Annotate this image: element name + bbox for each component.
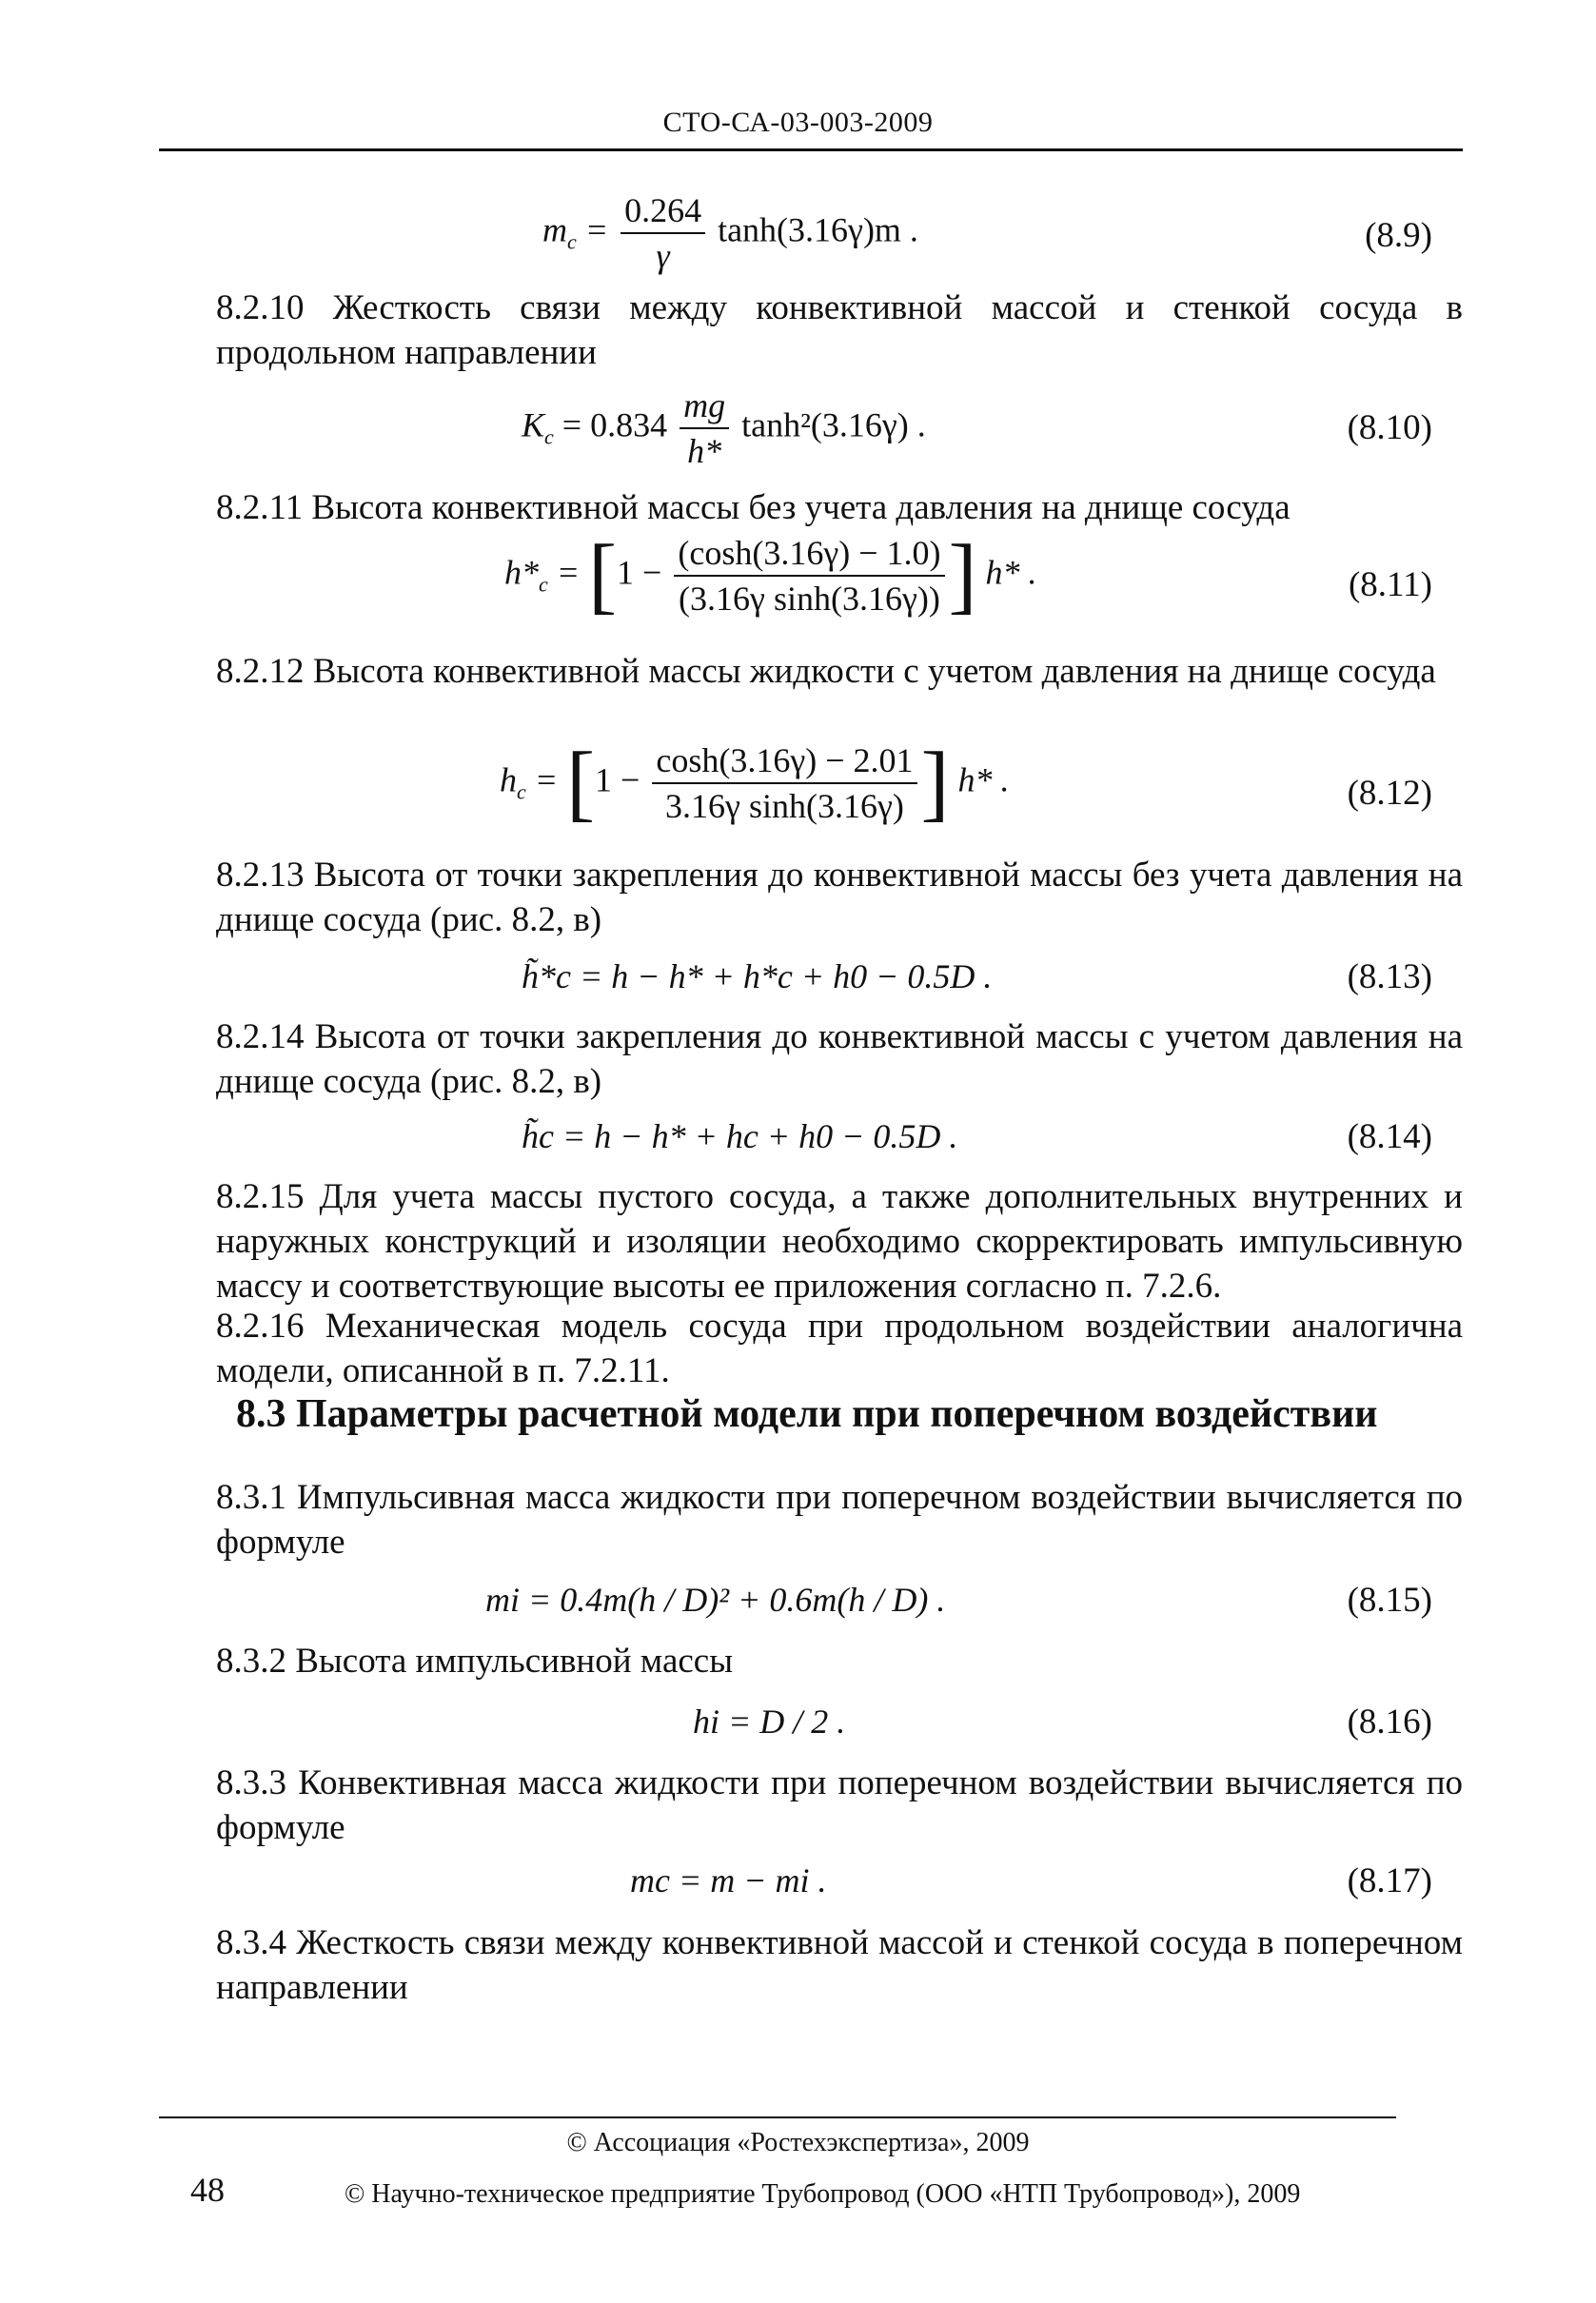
fraction-numerator: cosh(3.16γ) − 2.01 xyxy=(652,740,916,784)
paragraph-8-3-4 xyxy=(159,1920,1463,2010)
fraction-numerator: 0.264 xyxy=(621,190,705,234)
paragraph-8-2-12 xyxy=(159,649,1463,694)
paragraph-8-2-14 xyxy=(159,1014,1463,1104)
fraction-denominator: (3.16γ sinh(3.16γ)) xyxy=(679,580,940,618)
formula-subscript: c xyxy=(544,424,554,449)
equation-number-8-14: (8.14) xyxy=(1347,1117,1432,1156)
paragraph-text: 8.2.15 Для учета массы пустого сосуда, а также дополнительных внутренних и наружных конструкций и изоляции необходимо скорректировать импульсивную массу и соответствующие высоты ее приложения согласно п. 7.2.6. xyxy=(216,1177,1463,1306)
fraction xyxy=(652,740,916,826)
document-code-header: СТО-СА-03-003-2009 xyxy=(662,107,934,138)
fraction xyxy=(674,533,944,619)
fraction-denominator: h* xyxy=(687,432,722,470)
paragraph-8-2-13 xyxy=(159,853,1463,942)
paragraph-8-2-10 xyxy=(159,285,1463,375)
paragraph-8-3-1 xyxy=(159,1475,1463,1565)
right-bracket: ] xyxy=(948,528,977,622)
equation-number-8-10: (8.10) xyxy=(1347,408,1432,447)
paragraph-text: 8.3.2 Высота импульсивной массы xyxy=(216,1642,734,1681)
equation-number-8-17: (8.17) xyxy=(1347,1861,1432,1900)
formula-coefficient: = 0.834 xyxy=(562,405,668,444)
paragraph-8-2-11 xyxy=(159,485,1463,530)
paragraph-text: 8.3.4 Жесткость связи между конвективной массой и стенкой сосуда в поперечном направлении xyxy=(216,1923,1463,2007)
equation-number-8-12: (8.12) xyxy=(1347,774,1432,813)
formula-subscript: c xyxy=(539,572,548,597)
footer-copyright-association: © Ассоциация «Ростехэкспертиза», 2009 xyxy=(566,2128,1030,2157)
fraction xyxy=(621,190,705,276)
paragraph-text: 8.2.14 Высота от точки закрепления до конвективной массы с учетом давления на днище сосуда (рис. 8.2, в) xyxy=(216,1017,1463,1101)
equation-number-8-15: (8.15) xyxy=(1347,1581,1432,1620)
formula-lhs: h* xyxy=(504,553,539,592)
fraction xyxy=(680,385,729,471)
section-heading-8-3: 8.3 Параметры расчетной модели при поперечном воздействии xyxy=(236,1392,1378,1436)
formula-subscript: c xyxy=(517,779,526,804)
paragraph-8-2-16 xyxy=(159,1304,1463,1393)
paragraph-text: 8.2.16 Механическая модель сосуда при продольном воздействии аналогична модели, описанной в п. 7.2.11. xyxy=(216,1307,1463,1390)
formula-8-11: $h*_c = [1$ − $\frac{(\cosh(3.16\gamma) - 1.0)}{\text{(3.16γ sinh(3.16γ))}}$ ] h* . xyxy=(504,528,1037,622)
equation-number-8-13: (8.13) xyxy=(1347,957,1432,996)
formula-rhs: tanh²(3.16γ) . xyxy=(741,405,926,444)
formula-rhs: h* . xyxy=(957,760,1010,799)
left-bracket: [ xyxy=(588,528,618,622)
page-number: 48 xyxy=(190,2171,225,2209)
paragraph-text: 8.2.10 Жесткость связи между конвективной массой и стенкой сосуда в продольном направлении xyxy=(216,288,1463,372)
paragraph-text: 8.3.3 Конвективная масса жидкости при поперечном воздействии вычисляется по формуле xyxy=(216,1763,1463,1847)
formula-lhs: m xyxy=(542,210,567,249)
paragraph-text: 8.2.13 Высота от точки закрепления до конвективной массы без учета давления на днище сосуда (рис. 8.2, в) xyxy=(216,856,1463,939)
paragraph-8-3-2 xyxy=(159,1639,1463,1683)
formula-8-12: $h_c = [1$ − $\frac{\cosh(3.16\gamma) - 2.01}{\text{3.16γ sinh(3.16γ)}}$ ] h* . xyxy=(500,736,1010,830)
left-bracket: [ xyxy=(566,736,596,830)
footer-copyright-enterprise: © Научно-техническое предприятие Трубопровод (ООО «НТП Трубопровод»), 2009 xyxy=(345,2179,1301,2209)
formula-lhs: K xyxy=(522,405,545,444)
formula-8-16: hi = D / 2 . xyxy=(693,1703,846,1741)
fraction-denominator: γ xyxy=(656,237,670,275)
paragraph-8-3-3 xyxy=(159,1761,1463,1850)
paragraph-text: 8.2.12 Высота конвективной массы жидкости с учетом давления на днище сосуда xyxy=(216,652,1436,691)
paragraph-text: 8.2.11 Высота конвективной массы без учета давления на днище сосуда xyxy=(216,488,1291,527)
formula-8-10 xyxy=(522,385,926,471)
formula-8-15: mi = 0.4m(h / D)² + 0.6m(h / D) . xyxy=(485,1581,946,1619)
fraction-numerator: mg xyxy=(680,385,729,429)
header-rule xyxy=(159,148,1463,151)
paragraph-8-2-15 xyxy=(159,1174,1463,1309)
formula-8-17: mc = m − mi . xyxy=(630,1861,827,1899)
formula-rhs: h* . xyxy=(985,553,1037,592)
formula-8-14: h̃c = h − h* + hc + h0 − 0.5D . xyxy=(522,1117,958,1155)
formula-lhs: h xyxy=(500,760,517,799)
footer-rule xyxy=(159,2116,1396,2118)
paragraph-text: 8.3.1 Импульсивная масса жидкости при поперечном воздействии вычисляется по формуле xyxy=(216,1478,1463,1562)
right-bracket: ] xyxy=(920,736,950,830)
equation-number-8-11: (8.11) xyxy=(1348,565,1432,604)
fraction-denominator: 3.16γ sinh(3.16γ) xyxy=(665,787,904,825)
equation-number-8-9: (8.9) xyxy=(1365,216,1432,255)
formula-8-9: $m_c$ = $\frac{0.264}{\gamma}$ tanh(3.16γ)m . xyxy=(542,191,918,275)
formula-rhs: tanh(3.16γ)m . xyxy=(718,210,918,249)
fraction-numerator: (cosh(3.16γ) − 1.0) xyxy=(674,533,944,577)
formula-8-13: h̃*c = h − h* + h*c + h0 − 0.5D . xyxy=(522,957,993,995)
formula-subscript: c xyxy=(567,229,577,254)
equation-number-8-16: (8.16) xyxy=(1347,1703,1432,1742)
